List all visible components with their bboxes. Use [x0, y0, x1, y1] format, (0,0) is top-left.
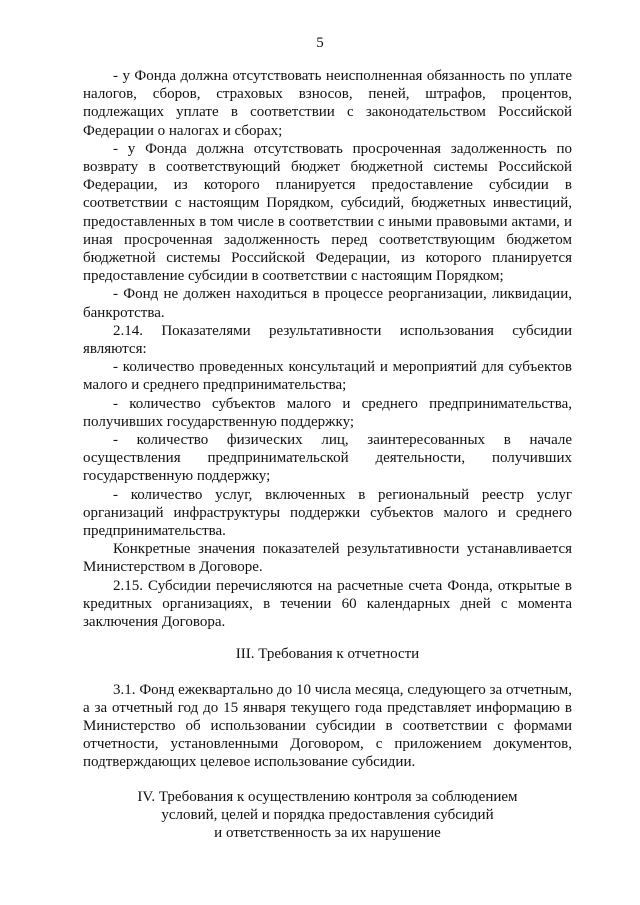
- paragraph-indicator-smb-count: - количество субъектов малого и среднего предпринимательства, получивших государственную поддержку;: [83, 395, 572, 430]
- section-4-heading-line-3: и ответственность за их нарушение: [214, 824, 441, 841]
- paragraph-indicator-individuals: - количество физических лиц, заинтересованных в начале осуществления предпринимательской деятельности, получивших государственную поддержку;: [83, 432, 572, 485]
- section-4-heading-line-1: IV. Требования к осуществлению контроля за соблюдением: [137, 788, 518, 805]
- paragraph-indicator-services: - количество услуг, включенных в региональный реестр услуг организаций инфраструктуры поддержки субъектов малого и среднего предпринимательства.: [83, 486, 572, 540]
- section-4-heading-line-2: условий, целей и порядка предоставления субсидий: [161, 806, 494, 823]
- document-body: [83, 67, 572, 842]
- paragraph-2-15: 2.15. Субсидии перечисляются на расчетные счета Фонда, открытые в кредитных организациях, в течении 60 календарных дней с момента заключения Договора.: [83, 577, 572, 631]
- page-number: 5: [316, 35, 324, 51]
- paragraph-3-1: 3.1. Фонд ежеквартально до 10 числа месяца, следующего за отчетным, а за отчетный год до 15 января текущего года представляет информацию в Министерство об использовании субсидии в соответствии с формами отчетности, установленными Договором, с приложением документов, подтверждающих целевое использование субсидии.: [83, 681, 572, 771]
- paragraph-indicator-values: Конкретные значения показателей результативности устанавливается Министерством в Договоре.: [83, 541, 572, 576]
- paragraph-indicator-consultations: - количество проведенных консультаций и мероприятий для субъектов малого и среднего предпринимательства;: [83, 359, 572, 394]
- paragraph-no-overdue-debt: - у Фонда должна отсутствовать просроченная задолженность по возврату в соответствующий бюджет бюджетной системы Российской Федерации, из которого планируется предоставление субсидии в соответствии с настоящим Порядком, субсидий, бюджетных инвестиций, предоставленных в том числе в соответствии с иными правовыми актами, и иная просроченная задолженность перед соответствующим бюджетом бюджетной системы Российской Федерации, из которого планируется предоставление субсидии в соответствии с настоящим Порядком;: [83, 140, 572, 285]
- paragraph-2-14: 2.14. Показателями результативности использования субсидии являются:: [83, 322, 572, 358]
- section-4-heading: [83, 788, 572, 843]
- paragraph-no-reorganization: - Фонд не должен находиться в процессе реорганизации, ликвидации, банкротства.: [83, 286, 572, 321]
- section-3-heading: III. Требования к отчетности: [235, 646, 420, 663]
- paragraph-no-tax-debt: - у Фонда должна отсутствовать неисполненная обязанность по уплате налогов, сборов, страховых взносов, пеней, штрафов, процентов, подлежащих уплате в соответствии с законодательством Российской Федерации о налогах и сборах;: [83, 68, 572, 139]
